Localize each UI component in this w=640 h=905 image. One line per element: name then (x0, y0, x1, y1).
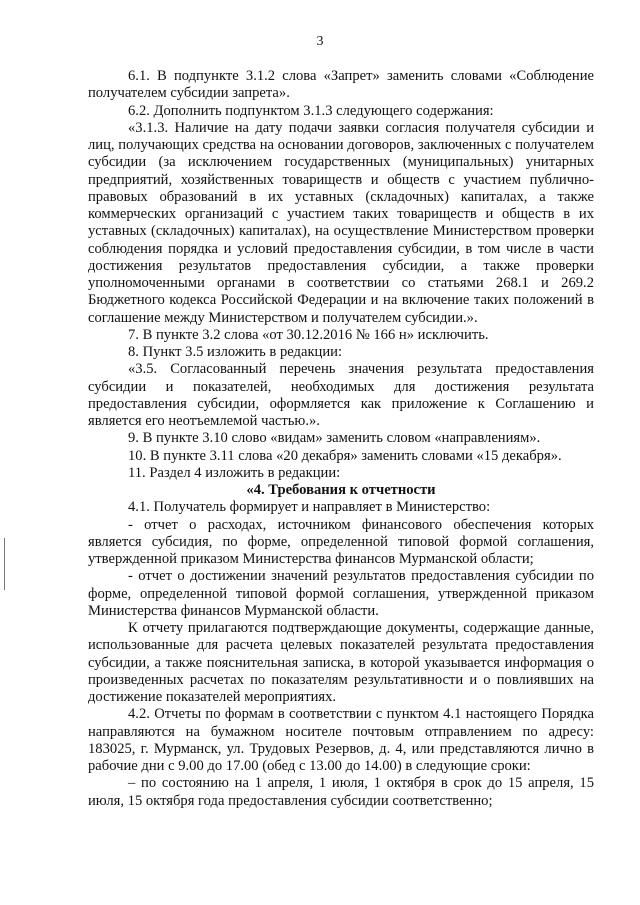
paragraph-attachments: К отчету прилагаются подтверждающие документы, содержащие данные, использованные для расчета целевых показателей результата предоставления субсидии, а также пояснительная записка, в которой указывается информация о произведенных расчетах по показателям результативности и о повлиявших на достижение показателей мероприятиях. (88, 620, 594, 705)
list-item-expense-report: - отчет о расходах, источником финансового обеспечения которых является субсидия, по форме, определенной типовой формой соглашения, утвержденной приказом Министерства финансов Мурманской области; (88, 516, 594, 567)
paragraph-8: 8. Пункт 3.5 изложить в редакции: (128, 344, 343, 360)
paragraph-9: 9. В пункте 3.10 слово «видам» заменить словом «направлениям». (128, 430, 541, 447)
page-number: 3 (316, 34, 324, 49)
margin-scan-mark (4, 538, 5, 590)
paragraph-6-2: 6.2. Дополнить подпунктом 3.1.3 следующего содержания: (128, 102, 494, 119)
list-item-deadlines: – по состоянию на 1 апреля, 1 июля, 1 октября в срок до 15 апреля, 15 июля, 15 октября года предоставления субсидии соответственно; (88, 775, 594, 809)
paragraph-7: 7. В пункте 3.2 слова «от 30.12.2016 № 166 н» исключить. (128, 326, 489, 343)
paragraph-11: 11. Раздел 4 изложить в редакции: (128, 464, 341, 481)
paragraph-10: 10. В пункте 3.11 слова «20 декабря» заменить словами «15 декабря». (128, 447, 562, 464)
document-body (88, 68, 594, 810)
paragraph-3-1-3: «3.1.3. Наличие на дату подачи заявки согласия получателя субсидии и лиц, получающих средства на основании договоров, заключенных с получателем субсидии (за исключением государственных (муниципальных) унитарных предприятий, хозяйственных товариществ и обществ с участием публично-правовых образований в их уставных (складочных) капиталах, а также коммерческих организаций с участием таких товариществ и обществ в их уставных (складочных) капиталах), на осуществление Министерством проверки соблюдения порядка и условий предоставления субсидии, в том числе в части достижения результатов предоставления субсидии, а также проверки уполномоченными органами в соответствии со статьями 268.1 и 269.2 Бюджетного кодекса Российской Федерации и на включение таких положений в соглашение между Министерством и получателем субсидии.». (88, 119, 594, 326)
paragraph-4-2: 4.2. Отчеты по формам в соответствии с пунктом 4.1 настоящего Порядка направляются на бумажном носителе почтовым отправлением по адресу: 183025, г. Мурманск, ул. Трудовых Резервов, д. 4, или представляются лично в рабочие дни с 9.00 до 17.00 (обед с 13.00 до 14.00) в следующие сроки: (88, 706, 594, 774)
paragraph-6-1: 6.1. В подпункте 3.1.2 слова «Запрет» заменить словами «Соблюдение получателем субсидии запрета». (88, 68, 594, 102)
paragraph-4-1: 4.1. Получатель формирует и направляет в Министерство: (128, 499, 491, 516)
paragraph-3-5: «3.5. Согласованный перечень значения результата предоставления субсидии и показателей, необходимых для достижения результата предоставления субсидии, оформляется как приложение к Соглашению и является его неотъемлемой частью.». (88, 361, 594, 429)
list-item-results-report: - отчет о достижении значений результатов предоставления субсидии по форме, определенной типовой формой соглашения, утвержденной приказом Министерства финансов Мурманской области. (88, 568, 594, 619)
section-4-heading: «4. Требования к отчетности (246, 482, 436, 498)
